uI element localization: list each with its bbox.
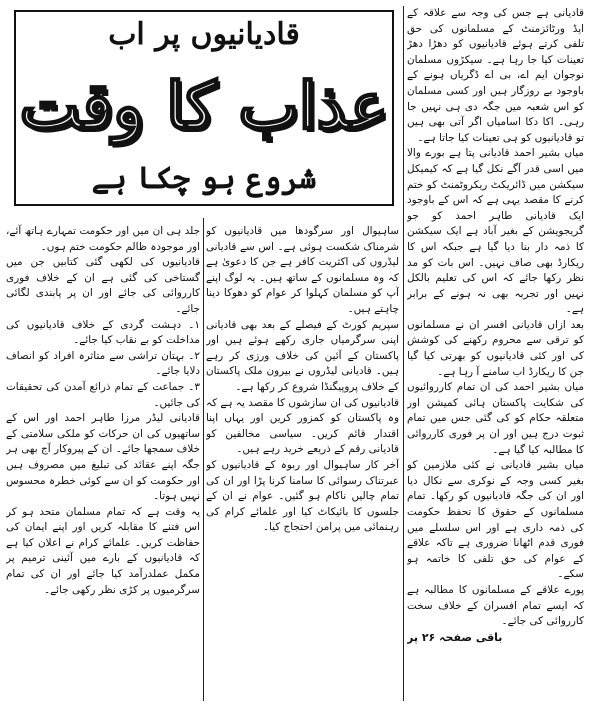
paragraph: ۳۔ جماعت کے تمام ذرائع آمدن کی تحقیقات کی جائیں۔ — [6, 380, 200, 409]
paragraph: قادیانی ہے جس کی وجہ سے علاقہ کے ایڈ ورٹائزمنٹ کے مسلمانوں کی حق تلفی کرتے ہوئے قادیانیوں کو دھڑا دھڑ تعینات کیا جا رہا ہے۔ سیکڑوں مسلمان نوجوان ایم اے، بی اے ڈگریاں ہونے کے باوجود بے روزگار ہیں اور کسی مسلمان کو اس شعبہ میں جگہ دی ہی نہیں جا رہی۔ اکا دکا اسامیاں اگر آتی بھی ہیں تو قادیانیوں کو ہی تعینات کیا جاتا ہے۔ — [407, 7, 584, 144]
paragraph: ۲۔ بہتان تراشی سے متاثرہ افراد کو انصاف دلایا جائے۔ — [6, 349, 200, 378]
article-column-left — [6, 218, 200, 705]
paragraph: پورے علاقے کے مسلمانوں کا مطالبہ ہے کہ ایسے تمام افسران کے خلاف سخت کارروائی کی جائے۔ — [407, 583, 584, 628]
paragraph: جلد ہی ان میں اور حکومت تمہارے ہاتھ آئے، اور موجودہ ظالم حکومت ختم ہوں۔ — [6, 225, 200, 253]
paragraph: ساہیوال اور سرگودھا میں قادیانیوں کو شرمناک شکست ہوئی ہے۔ اس سے قادیانی لیڈروں کی اکثریت کافر ہے جن کا دعویٰ ہے کہ وہ مسلمانوں کے ساتھ ہیں۔ یہ لوگ اپنے آپ کو مسلمان کہلوا کر عوام کو دھوکا دینا چاہتے ہیں۔ — [206, 225, 399, 315]
paragraph: میاں بشیر قادیانی نے کئی ملازمین کو بغیر کسی وجہ کے نوکری سے نکال دیا اور ان کی جگہ قادیانیوں کو رکھا۔ تمام مسلمانوں کے حقوق کا تحفظ حکومت کی ذمہ داری ہے اور اس سلسلے میں فوری قدم اٹھانا ضروری ہے تاکہ علاقے کے عوام کی حق تلفی کا خاتمہ ہو سکے۔ — [407, 459, 584, 581]
paragraph: یہ وقت ہے کہ تمام مسلمان متحد ہو کر اس فتنے کا مقابلہ کریں اور اپنے ایمان کی حفاظت کریں۔ علمائے کرام نے اعلان کیا ہے کہ قادیانیوں کے بارے میں آئینی ترمیم پر مکمل عملدرآمد کیا جائے اور ان کی تمام سرگرمیوں پر کڑی نظر رکھی جائے۔ — [6, 505, 200, 596]
paragraph: قادیانی لیڈر مرزا طاہر احمد اور اس کے ساتھیوں کی ان حرکات کو ملکی سلامتی کے خلاف سمجھا جائے۔ ان کے پیروکار آج بھی ہر جگہ اپنے عقائد کی تبلیغ میں مصروف ہیں اور حکومت کو ان سے کوئی خطرہ محسوس نہیں ہوتا۔ — [6, 412, 200, 503]
paragraph: میاں بشیر احمد کی ان تمام کارروائیوں کی شکایت پاکستان ہائی کمیشن اور متعلقہ حکام کو کی گئی جس میں تمام ثبوت درج ہیں اور ان پر فوری کارروائی کا مطالبہ کیا گیا ہے۔ — [407, 381, 584, 456]
headline-subtitle: شروع ہو چکا ہے — [91, 161, 317, 196]
continued-on-page: باقی صفحہ ۲۶ پر — [407, 630, 503, 644]
headline-kicker: قادیانیوں پر اب — [108, 17, 300, 52]
paragraph: قادیانیوں کی ان سازشوں کا مقصد یہ ہے کہ وہ پاکستان کو کمزور کریں اور یہاں اپنا اقتدار قائم کریں۔ سیاسی مخالفین کو قادیانی رقم کے ذریعے خرید رہے ہیں۔ — [206, 396, 399, 456]
column-rule-left — [203, 218, 204, 701]
paragraph: ۱۔ دہشت گردی کے خلاف قادیانیوں کی مداخلت کو بے نقاب کیا جائے۔ — [6, 318, 200, 347]
column-rule-right — [403, 6, 404, 701]
paragraph: قادیانیوں کی لکھی گئی کتابیں جن میں گستاخی کی گئی ہے ان کے خلاف فوری کارروائی کی جائے اور ان پر پابندی لگائی جائے۔ — [6, 256, 200, 315]
article-column-right — [407, 0, 584, 705]
article-column-middle — [206, 218, 399, 705]
paragraph: میاں بشیر احمد قادیانی پتا ہے بورے والا میں اسی قدر آگے نکل گیا ہے کہ کیمیکل سیکشن میں ڈائریکٹ ریکروٹمنٹ کو ختم کرنے کا مقصد یہی ہے کہ اس کے باوجود ایک قادیانی طاہر احمد کو جو گریجویشن کے بغیر آباد ہے ایک سیکشن کا ذمہ دار بنا دیا گیا ہے جبکہ اس کا ریکارڈ بھی صاف نہیں۔ اس بات کو مد نظر رکھا جائے کہ اس کی تعلیم بالکل نہیں اور تجربہ بھی نہ ہونے کے برابر ہے۔ — [407, 147, 584, 316]
paragraph: سپریم کورٹ کے فیصلے کے بعد بھی قادیانی اپنی سرگرمیاں جاری رکھے ہوئے ہیں اور پاکستان کے آئین کی خلاف ورزی کر رہے ہیں۔ قادیانی لیڈروں نے بیرون ملک پاکستان کے خلاف پروپیگنڈا شروع کر رکھا ہے۔ — [206, 318, 399, 393]
headline-box — [14, 10, 394, 206]
headline-title: عذاب کا وقت — [19, 69, 389, 144]
paragraph: آخر کار ساہیوال اور ربوہ کے قادیانیوں کو عبرتناک رسوائی کا سامنا کرنا پڑا اور ان کی تمام چالیں ناکام ہو گئیں۔ عوام نے ان کے جلسوں کا بائیکاٹ کیا اور علمائے کرام کی رہنمائی میں پرامن احتجاج کیا۔ — [206, 458, 399, 534]
paragraph: بعد ازاں قادیانی افسر ان نے مسلمانوں کو ترقی سے محروم رکھنے کی کوشش کی اور کئی قادیانیوں کو بھرتی کیا گیا جن کا ریکارڈ اب سامنے آ رہا ہے۔ — [407, 318, 584, 378]
